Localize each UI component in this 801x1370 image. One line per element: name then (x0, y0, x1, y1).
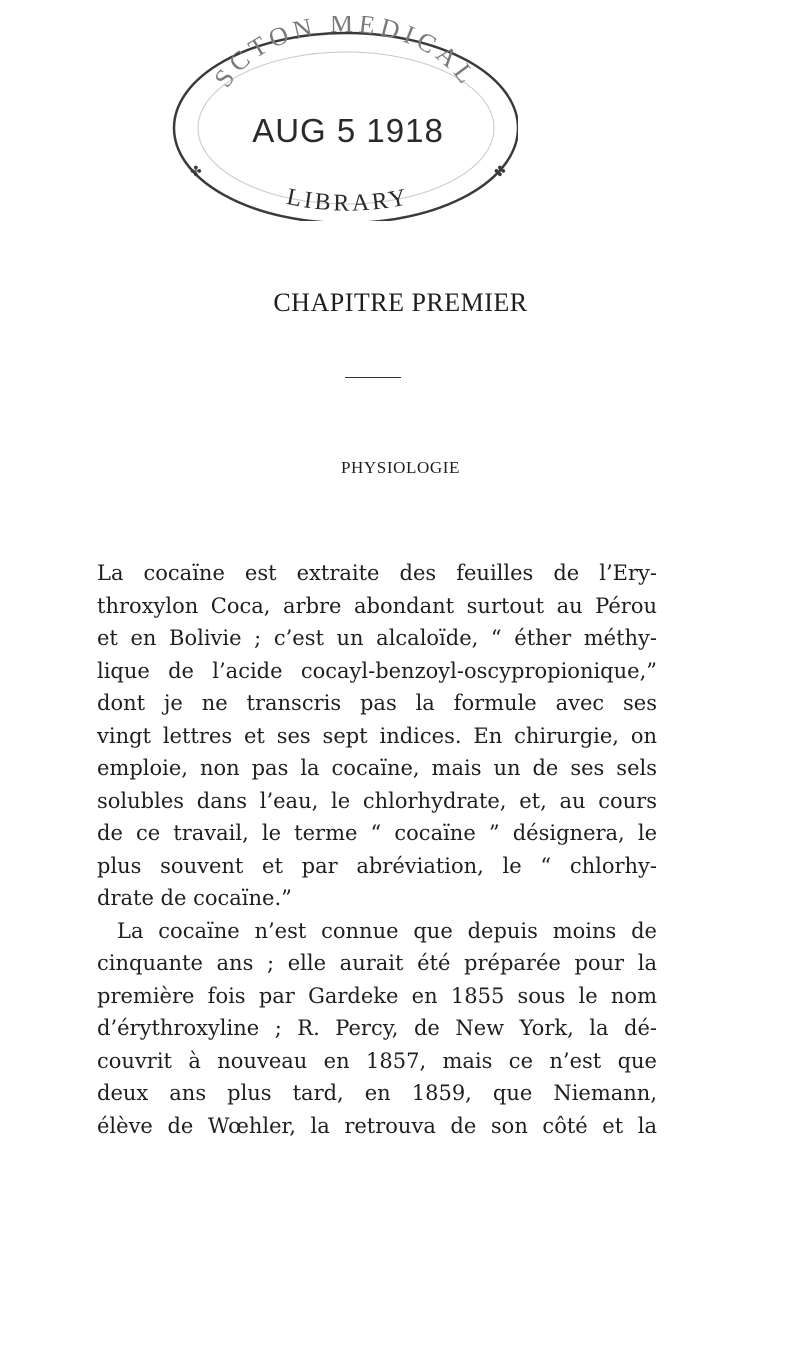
chapter-title: CHAPITRE PREMIER (273, 288, 528, 317)
text-line: deux ans plus tard, en 1859, que Niemann, (97, 1081, 657, 1105)
text-line: La cocaïne est extraite des feuilles de l’Ery- (97, 561, 657, 585)
stamp-graphic (168, 16, 518, 221)
text-line: dont je ne transcris pas la formule avec ses (97, 691, 657, 715)
text-line: élève de Wœhler, la retrouva de son côté et la (97, 1113, 657, 1138)
text-line: couvrit à nouveau en 1857, mais ce n’est que (97, 1048, 657, 1073)
text-line: solubles dans l’eau, le chlorhydrate, et, au cours (97, 788, 657, 813)
text-line: de ce travail, le terme “ cocaïne ” désignera, le (97, 821, 657, 845)
title-divider (345, 377, 401, 378)
text-line: plus souvent et par abréviation, le “ chlorhy- (97, 853, 657, 878)
body-text (97, 557, 657, 1142)
text-line: lique de l’acide cocayl-benzoyl-oscypropionique,” (97, 658, 657, 683)
text-line: La cocaïne n’est connue que depuis moins de (117, 918, 657, 943)
text-line: cinquante ans ; elle aurait été préparée pour la (97, 951, 657, 975)
stamp-ornament-left-icon: ✤ (190, 164, 202, 180)
text-line: et en Bolivie ; c’est un alcaloïde, “ éther méthy- (97, 626, 657, 650)
text-line: vingt lettres et ses sept indices. En chirurgie, on (97, 723, 657, 748)
paragraph (97, 557, 657, 915)
paragraph (97, 915, 657, 1143)
library-stamp (168, 16, 518, 221)
text-line: drate de cocaïne.” (97, 886, 292, 910)
stamp-ornament-right-icon: ✤ (494, 164, 506, 180)
stamp-top-text: SCTON MEDICAL (208, 16, 484, 93)
text-line: throxylon Coca, arbre abondant surtout au Pérou (97, 593, 657, 618)
section-title: PHYSIOLOGIE (341, 458, 460, 477)
text-line: emploie, non pas la cocaïne, mais un de ses sels (97, 756, 657, 780)
text-line: d’érythroxyline ; R. Percy, de New York, la dé- (97, 1016, 657, 1040)
stamp-bottom-text: LIBRARY (284, 184, 412, 217)
text-line: première fois par Gardeke en 1855 sous le nom (97, 983, 657, 1008)
stamp-date: AUG 5 1918 (252, 112, 444, 149)
